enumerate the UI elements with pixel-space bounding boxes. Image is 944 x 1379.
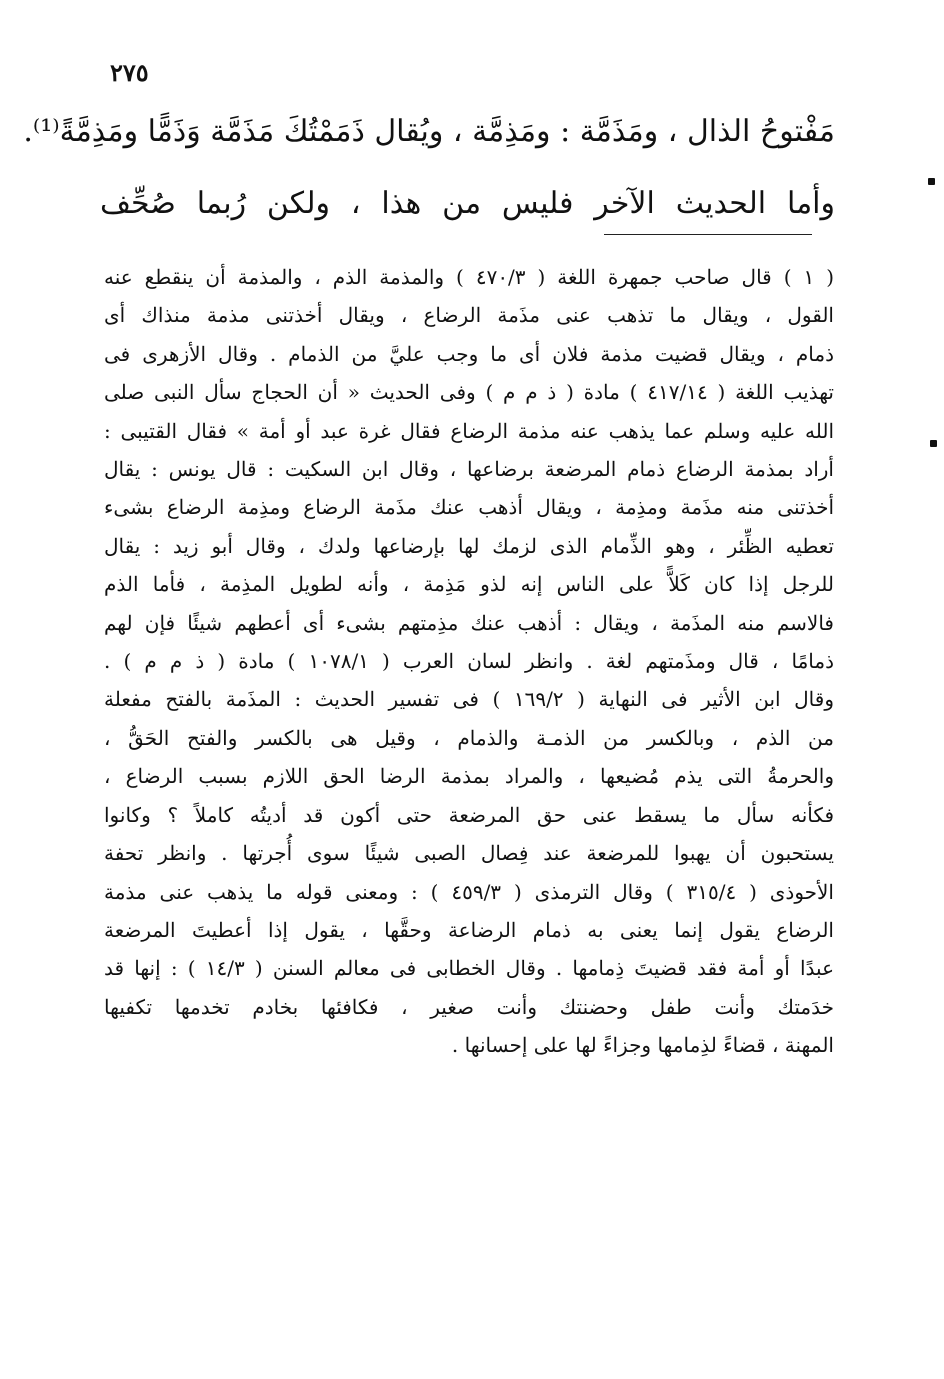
footnote-line: والحرمةُ التى يذم مُضيعها ، والمراد بمذمة الرضا الحق اللازم بسبب الرضاع ، xyxy=(104,764,834,789)
footnote-line: من الذم ، وبالكسر من الذمـة والذمام ، وقيل هى بالكسر والفتح الحَقُّ ، xyxy=(104,725,834,750)
footnote-line: فكأنه سأل ما يسقط عنى حق المرضعة حتى أكون قد أديتُه كاملاً ؟ وكانوا xyxy=(104,802,834,827)
footnote-line: ( ١ ) قال صاحب جمهرة اللغة ( ٤٧٠/٣ ) والمذمة الذم ، والمذمة أن ينقطع عنه xyxy=(104,265,835,289)
footnote-line: للرجل إذا كان كَلاًّ على الناس إنه لذو مَذِمة ، وأنه لطويل المذِمة ، فأما الذم xyxy=(104,572,834,597)
footnote-line: ذمامًا ، قال ومذَمتهم لغة . وانظر لسان العرب ( ١٠٧٨/١ ) مادة ( ذ م م ) . xyxy=(104,649,834,674)
footnote-line: الرضاع يقول إنما يعنى به ذمام الرضاعة وحقَّها ، يقول إذا أعطيتَ المرضعة xyxy=(104,917,834,942)
footnote-line: المهنة ، قضاءً لذِمامها وجزاءً لها على إحسانها . xyxy=(451,1033,834,1058)
footnote-line: وقال ابن الأثير فى النهاية ( ١٦٩/٢ ) فى تفسير الحديث : المذَمة بالفتح مفعلة xyxy=(104,687,834,712)
footnote-line: الأحوذى ( ٣١٥/٤ ) وقال الترمذى ( ٤٥٩/٣ ) : ومعنى قوله ما يذهب عنى مذمة xyxy=(104,879,834,904)
margin-dot-mark xyxy=(928,178,935,185)
footnote-line: فالاسم منه المذَمة ، ويقال : أذهب عنك مذِمتهم بشىء أى أعطهم شيئًا فإن لهم xyxy=(104,610,834,635)
main-text-block xyxy=(23,96,835,240)
footnote-line: يستحبون أن يهبوا للمرضعة عند فِصال الصبى شيئًا سوى أُجرتها . وانظر تحفة xyxy=(104,841,834,866)
footnote-line: تهذيب اللغة ( ٤١٧/١٤ ) مادة ( ذ م م ) وفى الحديث « أن الحجاج سأل النبى صلى xyxy=(104,380,834,405)
main-text-line: وأما الحديث الآخر فليس من هذا ، ولكن رُبما صُحِّف xyxy=(100,186,835,221)
footnote-line: أخذتنى منه مذَمة ومذِمة ، ويقال أذهب عنك مذَمة الرضاع ومذِمة الرضاع بشىء xyxy=(104,495,834,520)
footnote-line: تعطيه الظِّئر ، وهو الذِّمام الذى لزمك لها بإرضاعها ولدك ، وقال أبو زيد : يقال xyxy=(104,533,834,558)
footnote-line: الله عليه وسلم عما يذهب عنه مذمة الرضاع فقال غرة عبد أو أمة » فقال القتيبى : xyxy=(104,418,834,443)
footnote-separator xyxy=(604,234,812,235)
footnote-line: أراد بمذمة الرضاع ذمام المرضعة برضاعها ، وقال ابن السكيت : قال يونس : يقال xyxy=(104,457,834,482)
footnote-line: عبدًا أو أمة فقد قضيتَ ذِمامها . وقال الخطابى فى معالم السنن ( ١٤/٣ ) : إنها قد xyxy=(104,956,835,981)
main-text-line: مَفْتوحُ الذال ، ومَذَمَّة : ومَذِمَّة ، ويُقال ذَمَمْتُكَ مَذَمَّة وَذَمًّا ومَذِمَّةً⁽¹⁾. xyxy=(23,114,835,149)
footnote-line: القول ، ويقال ما تذهب عنى مذَمة الرضاع ، ويقال أخذتنى مذمة منذاك أى xyxy=(104,303,834,328)
footnote-block xyxy=(104,258,834,1065)
footnote-line: ذمام ، ويقال قضيت مذمة فلان أى ما وجب عليَّ من الذمام . وقال الأزهرى فى xyxy=(104,341,834,366)
margin-dot-mark xyxy=(930,440,937,447)
page-number: ٢٧٥ xyxy=(110,58,149,87)
footnote-line: خدَمتك وأنت طفل وحضنتك وأنت صغير ، فكافئها بخادم تخدمها تكفيها xyxy=(104,994,834,1019)
